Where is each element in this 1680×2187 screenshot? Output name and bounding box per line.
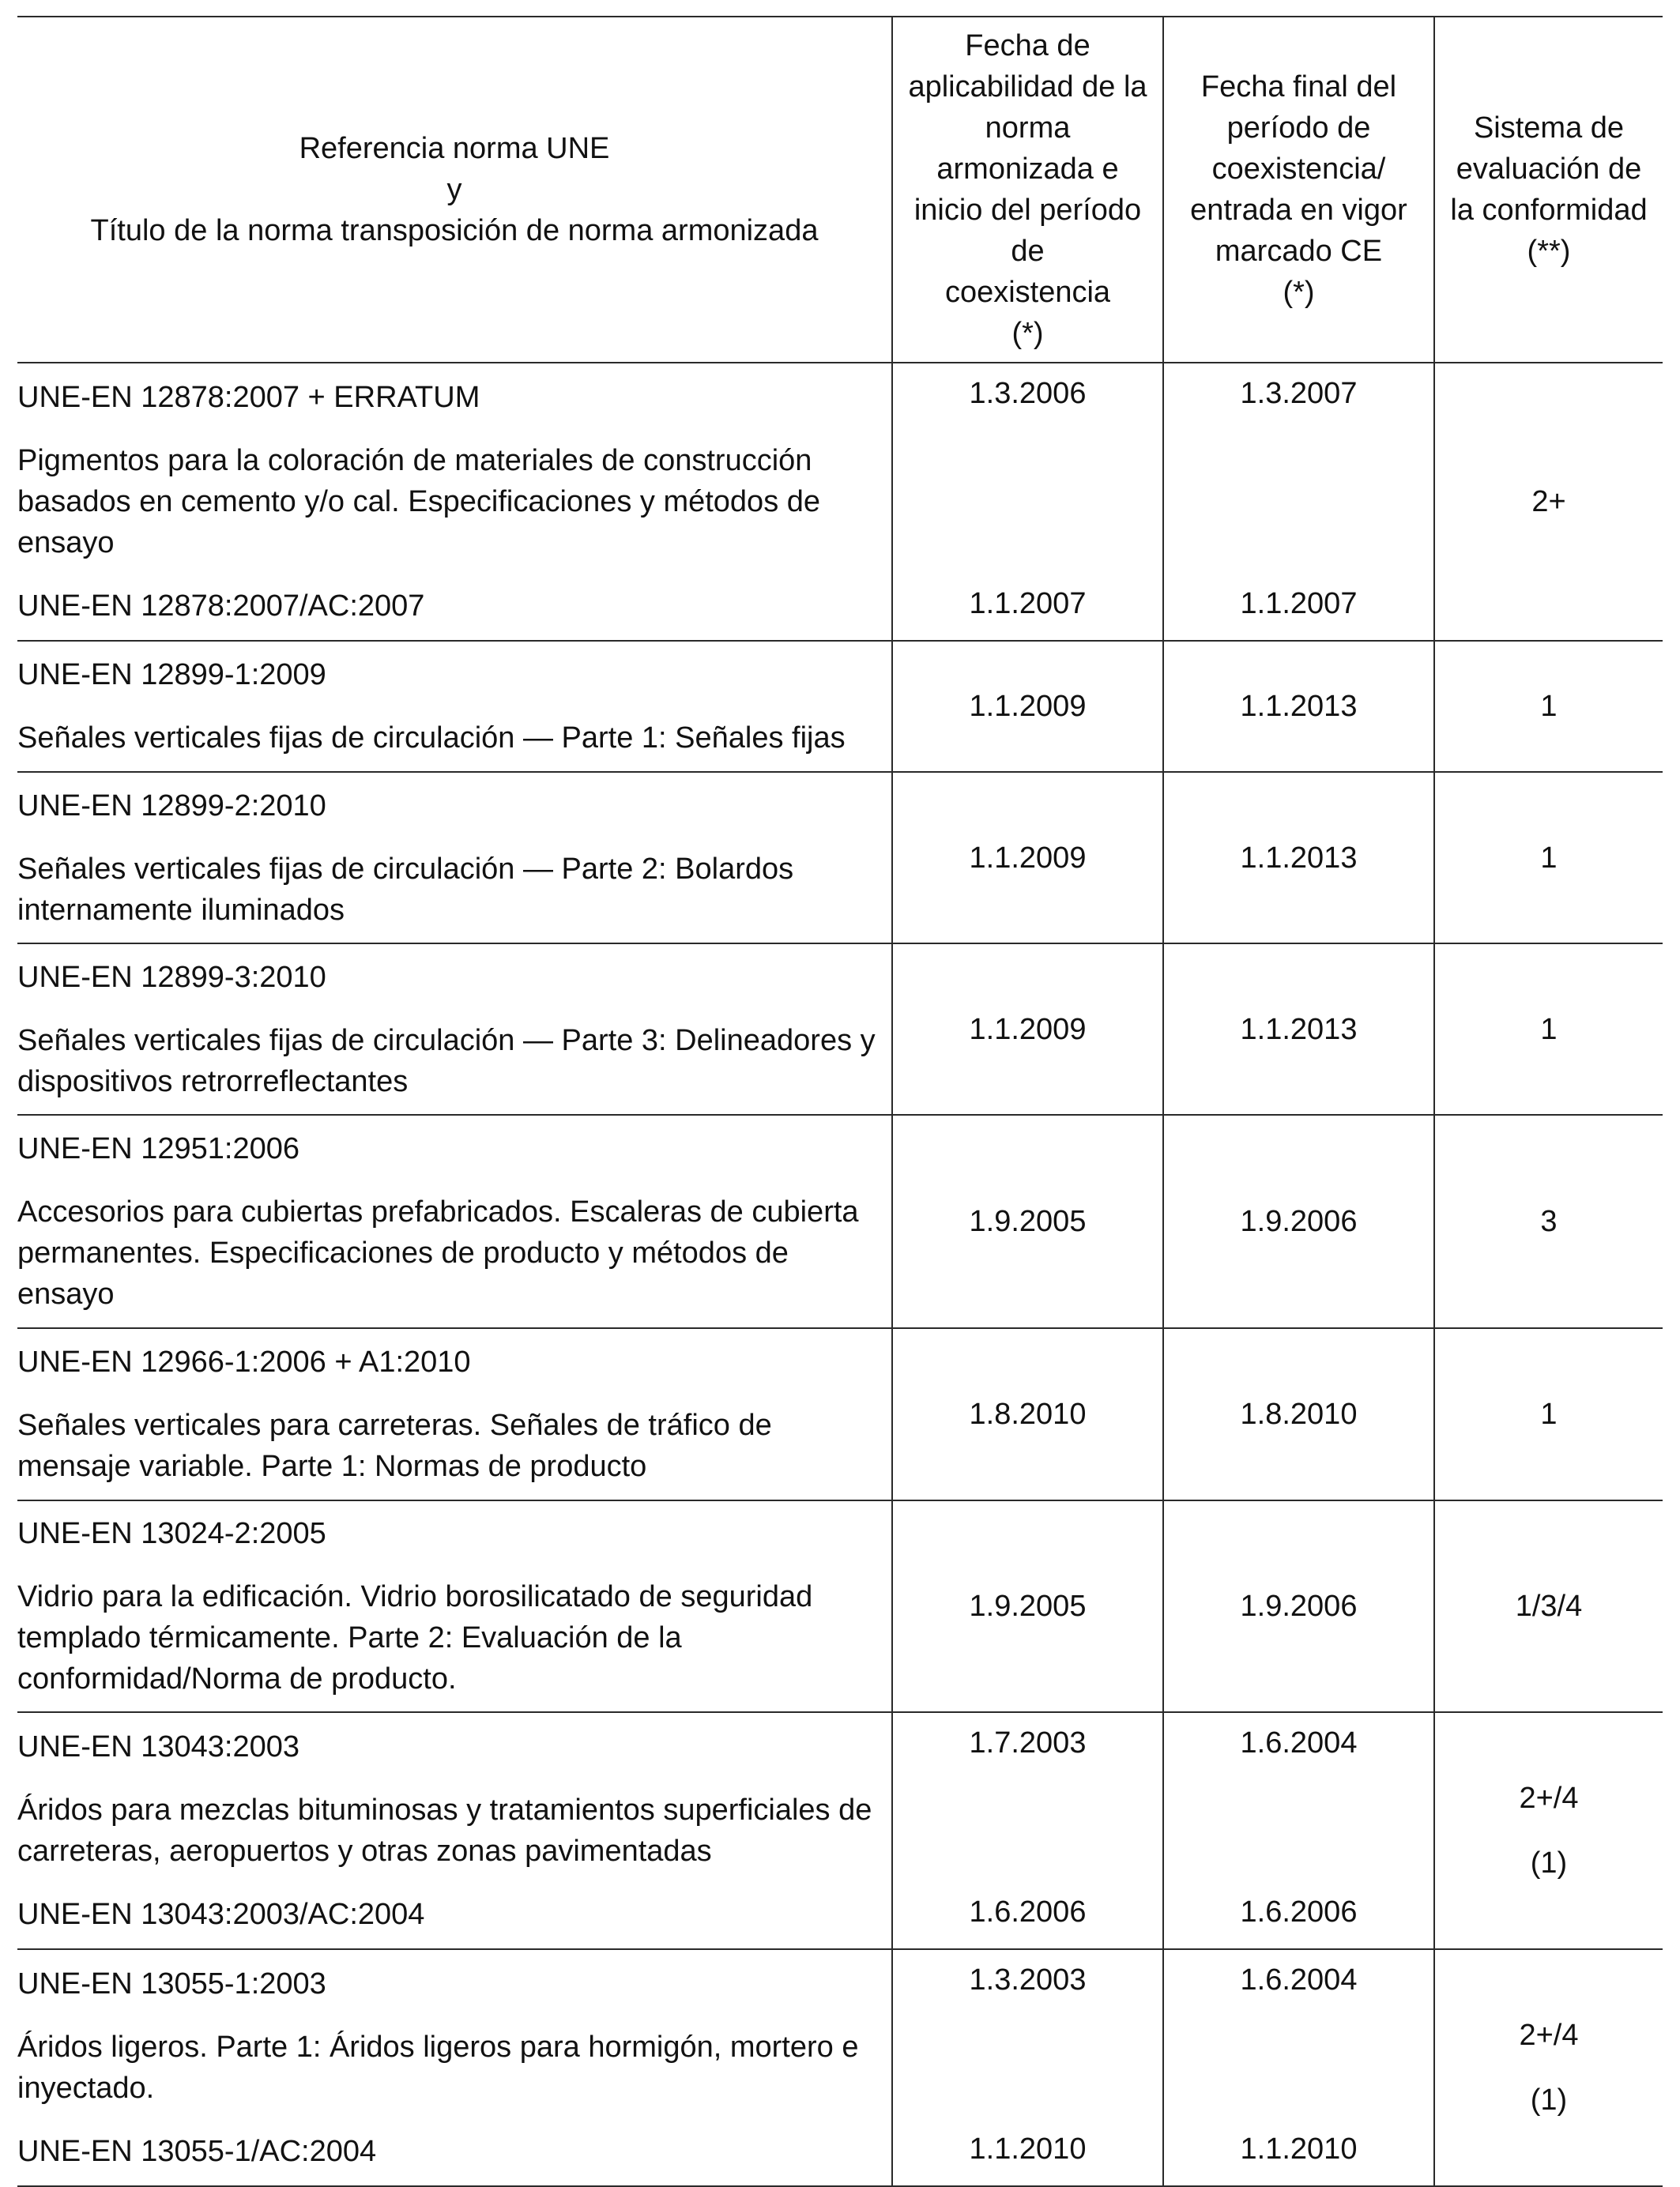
conformity-system: 1 <box>1540 841 1558 875</box>
date-start-cell <box>892 363 1163 641</box>
date-end: 1.3.2007 <box>1240 377 1358 410</box>
date-end: 1.6.2004 <box>1240 1963 1358 1997</box>
date-start-cell <box>892 772 1163 943</box>
reference-cell <box>17 1949 892 2186</box>
date-start: 1.9.2005 <box>969 1205 1087 1238</box>
norm-title-line: mensaje variable. Parte 1: Normas de producto <box>17 1450 647 1483</box>
date-end: 1.1.2013 <box>1240 841 1358 875</box>
system-cell <box>1434 1500 1663 1712</box>
norm-title-line: Vidrio para la edificación. Vidrio borosilicatado de seguridad <box>17 1580 813 1613</box>
norm-title-line: Accesorios para cubiertas prefabricados. Escaleras de cubierta <box>17 1195 859 1229</box>
standards-table <box>17 16 1663 2187</box>
date-start: 1.8.2010 <box>969 1398 1087 1431</box>
system-cell <box>1434 943 1663 1115</box>
conformity-system: 2+/4 <box>1519 1782 1579 1815</box>
norm-title-line: basados en cemento y/o cal. Especificaciones y métodos de <box>17 485 821 518</box>
header-date-end-line: (*) <box>1283 276 1315 309</box>
date-end-cell <box>1163 363 1434 641</box>
table-row <box>17 943 1663 1115</box>
header-date-end-line: Fecha final del <box>1200 70 1397 104</box>
conformity-note: (1) <box>1530 2083 1568 2117</box>
amendment-date-start: 1.1.2010 <box>969 2132 1087 2166</box>
header-date-end-line: entrada en vigor <box>1190 194 1407 227</box>
amendment-date-end: 1.6.2006 <box>1240 1895 1358 1929</box>
norm-title-line: Señales verticales fijas de circulación — Parte 3: Delineadores y <box>17 1023 876 1057</box>
norm-title-line: carreteras, aeropuertos y otras zonas pavimentadas <box>17 1835 712 1868</box>
date-start-cell <box>892 1115 1163 1328</box>
date-end-cell <box>1163 1115 1434 1328</box>
system-cell <box>1434 363 1663 641</box>
amendment-reference: UNE-EN 12878:2007/AC:2007 <box>17 589 425 623</box>
header-reference-line: y <box>446 173 462 206</box>
table-row <box>17 1712 1663 1949</box>
date-end-cell <box>1163 1328 1434 1500</box>
header-reference-line: Título de la norma transposición de norma armonizada <box>90 214 819 247</box>
norm-reference: UNE-EN 13043:2003 <box>17 1730 299 1764</box>
amendment-reference: UNE-EN 13055-1/AC:2004 <box>17 2135 377 2168</box>
date-end: 1.1.2013 <box>1240 1012 1358 1046</box>
amendment-date-end: 1.1.2010 <box>1240 2132 1358 2166</box>
system-cell <box>1434 1949 1663 2186</box>
norm-title-line: permanentes. Especificaciones de producto y métodos de <box>17 1237 789 1270</box>
reference-cell <box>17 943 892 1115</box>
norm-title-line: dispositivos retrorreflectantes <box>17 1064 409 1098</box>
amendment-date-start: 1.6.2006 <box>969 1895 1087 1929</box>
date-start-cell <box>892 1500 1163 1712</box>
date-end-cell <box>1163 1500 1434 1712</box>
norm-title-line: templado térmicamente. Parte 2: Evaluación de la <box>17 1621 682 1654</box>
system-cell <box>1434 772 1663 943</box>
date-start-cell <box>892 1712 1163 1949</box>
header-date-start <box>892 17 1163 363</box>
header-row <box>17 17 1663 363</box>
norm-reference: UNE-EN 12966-1:2006 + A1:2010 <box>17 1346 471 1379</box>
conformity-system: 1 <box>1540 690 1558 723</box>
norm-title-line: Señales verticales fijas de circulación — Parte 1: Señales fijas <box>17 721 846 755</box>
conformity-note: (1) <box>1530 1846 1568 1880</box>
amendment-date-start: 1.1.2007 <box>969 587 1087 620</box>
conformity-system: 1 <box>1540 1012 1558 1046</box>
norm-title-line: ensayo <box>17 526 115 559</box>
reference-cell <box>17 1712 892 1949</box>
date-start-cell <box>892 1949 1163 2186</box>
norm-title-line: Señales verticales para carreteras. Señales de tráfico de <box>17 1409 772 1442</box>
date-start: 1.1.2009 <box>969 841 1087 875</box>
header-system-line: (**) <box>1527 235 1571 268</box>
norm-title-line: conformidad/Norma de producto. <box>17 1662 457 1696</box>
system-cell <box>1434 1328 1663 1500</box>
table-row <box>17 772 1663 943</box>
header-date-start-line: Fecha de <box>965 29 1090 62</box>
date-start-cell <box>892 943 1163 1115</box>
norm-reference: UNE-EN 12878:2007 + ERRATUM <box>17 381 480 414</box>
date-end: 1.1.2013 <box>1240 690 1358 723</box>
norm-reference: UNE-EN 12899-1:2009 <box>17 658 326 691</box>
reference-cell <box>17 1328 892 1500</box>
reference-cell <box>17 1115 892 1328</box>
date-start: 1.3.2003 <box>969 1963 1087 1997</box>
date-end: 1.6.2004 <box>1240 1726 1358 1760</box>
date-end: 1.9.2006 <box>1240 1590 1358 1623</box>
date-start: 1.1.2009 <box>969 1012 1087 1046</box>
table-row <box>17 1328 1663 1500</box>
header-date-end-line: coexistencia/ <box>1211 152 1386 186</box>
date-end: 1.8.2010 <box>1240 1398 1358 1431</box>
table-row <box>17 1500 1663 1712</box>
reference-cell <box>17 363 892 641</box>
norm-reference: UNE-EN 13055-1:2003 <box>17 1967 326 2001</box>
header-system-line: la conformidad <box>1450 194 1648 227</box>
header-date-start-line: aplicabilidad de la <box>908 70 1147 104</box>
header-date-end-line: marcado CE <box>1215 235 1383 268</box>
norm-reference: UNE-EN 12899-3:2010 <box>17 960 326 994</box>
header-system <box>1434 17 1663 363</box>
reference-cell <box>17 641 892 772</box>
date-start-cell <box>892 641 1163 772</box>
norm-reference: UNE-EN 12951:2006 <box>17 1132 299 1165</box>
header-reference-line: Referencia norma UNE <box>299 132 610 165</box>
amendment-reference: UNE-EN 13043:2003/AC:2004 <box>17 1898 425 1931</box>
conformity-system: 2+/4 <box>1519 2019 1579 2052</box>
conformity-system: 3 <box>1540 1205 1558 1238</box>
amendment-date-end: 1.1.2007 <box>1240 587 1358 620</box>
date-end-cell <box>1163 641 1434 772</box>
date-start: 1.1.2009 <box>969 690 1087 723</box>
header-date-start-line: (*) <box>1011 317 1044 350</box>
header-system-line: Sistema de <box>1473 111 1625 145</box>
norm-title-line: ensayo <box>17 1278 115 1311</box>
header-system-line: evaluación de <box>1456 152 1642 186</box>
date-start: 1.7.2003 <box>969 1726 1087 1760</box>
header-date-start-line: inicio del período de <box>913 194 1142 268</box>
table-row <box>17 1949 1663 2186</box>
conformity-system: 2+ <box>1531 485 1566 518</box>
header-date-end <box>1163 17 1434 363</box>
date-end-cell <box>1163 772 1434 943</box>
reference-cell <box>17 772 892 943</box>
norm-title-line: Áridos ligeros. Parte 1: Áridos ligeros para hormigón, mortero e <box>17 2031 859 2064</box>
date-start: 1.9.2005 <box>969 1590 1087 1623</box>
date-start: 1.3.2006 <box>969 377 1087 410</box>
conformity-system: 1/3/4 <box>1515 1590 1583 1623</box>
header-reference <box>17 17 892 363</box>
system-cell <box>1434 641 1663 772</box>
system-cell <box>1434 1115 1663 1328</box>
norm-title-line: Pigmentos para la coloración de materiales de construcción <box>17 444 812 477</box>
header-date-start-line: coexistencia <box>944 276 1111 309</box>
norm-reference: UNE-EN 12899-2:2010 <box>17 789 326 822</box>
date-end-cell <box>1163 1949 1434 2186</box>
date-end-cell <box>1163 943 1434 1115</box>
norm-title-line: Señales verticales fijas de circulación — Parte 2: Bolardos <box>17 852 794 886</box>
conformity-system: 1 <box>1540 1398 1558 1431</box>
date-end: 1.9.2006 <box>1240 1205 1358 1238</box>
reference-cell <box>17 1500 892 1712</box>
norm-title-line: Áridos para mezclas bituminosas y tratamientos superficiales de <box>17 1794 872 1827</box>
date-start-cell <box>892 1328 1163 1500</box>
system-cell <box>1434 1712 1663 1949</box>
date-end-cell <box>1163 1712 1434 1949</box>
norm-reference: UNE-EN 13024-2:2005 <box>17 1517 326 1550</box>
table-row <box>17 641 1663 772</box>
norm-title-line: internamente iluminados <box>17 893 345 927</box>
header-date-end-line: período de <box>1226 111 1371 145</box>
table-row <box>17 1115 1663 1328</box>
norm-title-line: inyectado. <box>17 2072 155 2105</box>
header-date-start-line: norma armonizada e <box>936 111 1119 186</box>
table-row <box>17 363 1663 641</box>
